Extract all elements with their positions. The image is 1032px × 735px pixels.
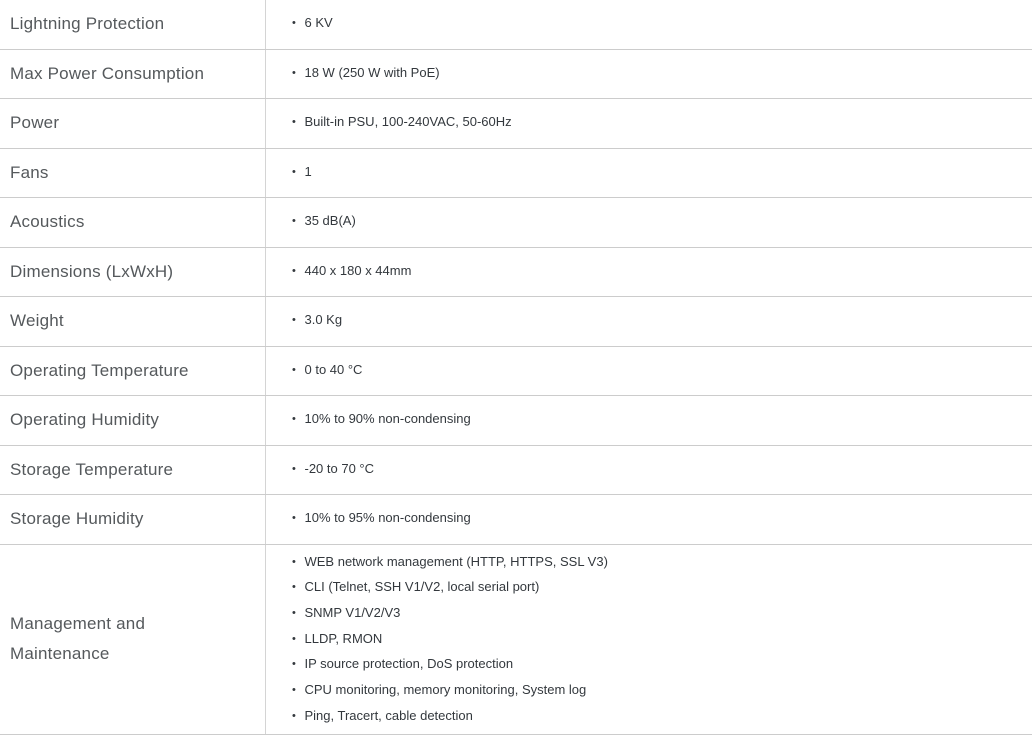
spec-value-line <box>292 678 1022 704</box>
spec-value-text: LLDP, RMON <box>304 631 382 646</box>
bullet-icon: • <box>292 413 296 425</box>
spec-table-row <box>0 248 1032 298</box>
spec-value-line <box>292 704 1022 730</box>
spec-label: Storage Temperature <box>10 455 245 485</box>
spec-label: Dimensions (LxWxH) <box>10 257 245 287</box>
spec-table-row <box>0 347 1032 397</box>
bullet-icon: • <box>292 215 296 227</box>
spec-label: Max Power Consumption <box>10 59 245 89</box>
spec-value-line <box>292 11 1022 37</box>
spec-value-text: 10% to 90% non-condensing <box>304 411 470 426</box>
spec-value-line <box>292 627 1022 653</box>
bullet-icon: • <box>292 116 296 128</box>
spec-label: Fans <box>10 158 245 188</box>
spec-value-text: 10% to 95% non-condensing <box>304 510 470 525</box>
bullet-icon: • <box>292 684 296 696</box>
spec-table-row <box>0 99 1032 149</box>
spec-value-line <box>292 506 1022 532</box>
spec-table-row <box>0 0 1032 50</box>
spec-value-cell <box>266 495 1032 544</box>
spec-label: Storage Humidity <box>10 504 245 534</box>
spec-label-cell <box>0 0 266 49</box>
spec-value-cell <box>266 99 1032 148</box>
spec-value-line <box>292 550 1022 576</box>
spec-value-text: Ping, Tracert, cable detection <box>304 708 472 723</box>
spec-value-text: 35 dB(A) <box>304 213 355 228</box>
spec-value-cell <box>266 396 1032 445</box>
spec-label-cell <box>0 446 266 495</box>
bullet-icon: • <box>292 710 296 722</box>
spec-value-text: 18 W (250 W with PoE) <box>304 65 439 80</box>
spec-label: Acoustics <box>10 207 245 237</box>
spec-table-row <box>0 396 1032 446</box>
spec-label: Operating Temperature <box>10 356 245 386</box>
spec-label-cell <box>0 495 266 544</box>
spec-value-text: Built-in PSU, 100-240VAC, 50-60Hz <box>304 114 511 129</box>
spec-label-cell <box>0 99 266 148</box>
spec-label-cell <box>0 248 266 297</box>
bullet-icon: • <box>292 314 296 326</box>
bullet-icon: • <box>292 633 296 645</box>
spec-table-row <box>0 495 1032 545</box>
spec-value-cell <box>266 149 1032 198</box>
spec-value-text: 440 x 180 x 44mm <box>304 263 411 278</box>
bullet-icon: • <box>292 166 296 178</box>
spec-label-cell <box>0 545 266 735</box>
bullet-icon: • <box>292 265 296 277</box>
spec-label: Operating Humidity <box>10 405 245 435</box>
bullet-icon: • <box>292 658 296 670</box>
spec-value-text: 1 <box>304 164 311 179</box>
spec-value-cell <box>266 347 1032 396</box>
spec-table-row <box>0 297 1032 347</box>
bullet-icon: • <box>292 17 296 29</box>
spec-value-line <box>292 259 1022 285</box>
spec-value-text: 0 to 40 °C <box>304 362 362 377</box>
spec-value-line <box>292 407 1022 433</box>
spec-value-line <box>292 160 1022 186</box>
spec-label-cell <box>0 149 266 198</box>
bullet-icon: • <box>292 512 296 524</box>
spec-label-cell <box>0 347 266 396</box>
spec-value-cell <box>266 0 1032 49</box>
spec-value-text: CLI (Telnet, SSH V1/V2, local serial port) <box>304 579 539 594</box>
spec-table-row <box>0 198 1032 248</box>
spec-label: Power <box>10 108 245 138</box>
spec-table-row <box>0 50 1032 100</box>
spec-value-text: -20 to 70 °C <box>304 461 374 476</box>
spec-value-text: IP source protection, DoS protection <box>304 656 513 671</box>
spec-value-line <box>292 457 1022 483</box>
spec-value-text: SNMP V1/V2/V3 <box>304 605 400 620</box>
spec-value-text: WEB network management (HTTP, HTTPS, SSL V3) <box>304 554 607 569</box>
spec-label-cell <box>0 297 266 346</box>
spec-label: Lightning Protection <box>10 9 245 39</box>
spec-value-line <box>292 652 1022 678</box>
spec-label: Weight <box>10 306 245 336</box>
spec-table-row <box>0 446 1032 496</box>
spec-table-row <box>0 149 1032 199</box>
spec-value-line <box>292 308 1022 334</box>
spec-label: Management and Maintenance <box>10 609 245 669</box>
bullet-icon: • <box>292 364 296 376</box>
spec-value-text: 3.0 Kg <box>304 312 342 327</box>
spec-value-text: 6 KV <box>304 15 332 30</box>
spec-value-line <box>292 61 1022 87</box>
spec-value-line <box>292 209 1022 235</box>
spec-value-cell <box>266 297 1032 346</box>
spec-value-text: CPU monitoring, memory monitoring, System log <box>304 682 586 697</box>
bullet-icon: • <box>292 463 296 475</box>
spec-label-cell <box>0 396 266 445</box>
spec-label-cell <box>0 50 266 99</box>
spec-value-cell <box>266 446 1032 495</box>
spec-value-cell <box>266 198 1032 247</box>
bullet-icon: • <box>292 581 296 593</box>
bullet-icon: • <box>292 67 296 79</box>
spec-value-line <box>292 575 1022 601</box>
bullet-icon: • <box>292 607 296 619</box>
spec-value-line <box>292 110 1022 136</box>
spec-value-line <box>292 358 1022 384</box>
spec-label-cell <box>0 198 266 247</box>
bullet-icon: • <box>292 556 296 568</box>
spec-value-cell <box>266 248 1032 297</box>
spec-value-line <box>292 601 1022 627</box>
spec-value-cell <box>266 545 1032 735</box>
spec-table-row <box>0 545 1032 735</box>
spec-value-cell <box>266 50 1032 99</box>
